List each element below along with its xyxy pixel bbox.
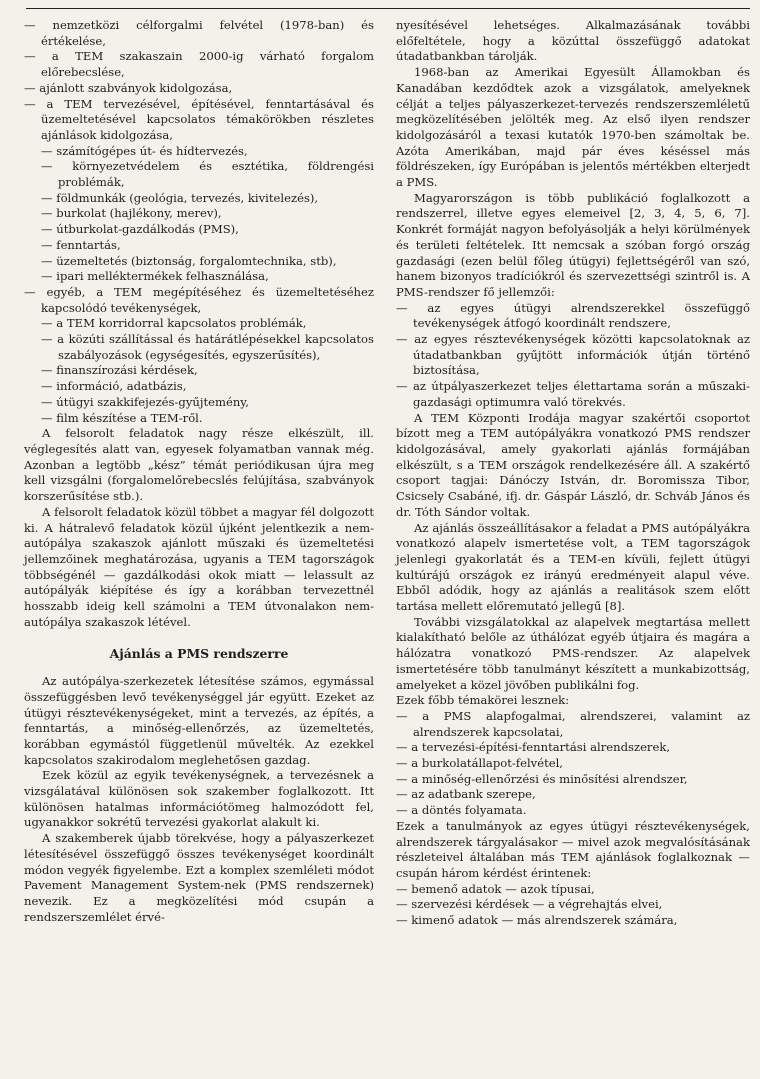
pms-features-list <box>396 301 750 411</box>
paragraph: nyesítésével lehetséges. Alkalmazásának további előfeltétele, hogy a közúttal összefüggő adatokat útadatbankban tárolják. <box>396 18 750 64</box>
list-item: — a PMS alapfogalmai, alrendszerei, valamint az alrendszerek kapcsolatai, <box>396 708 750 739</box>
paragraph: A TEM Központi Irodája magyar szakértői csoportot bízott meg a TEM autópályákra vonatkozó PMS rendszer kidolgozásával, amely gyakorlati ajánlás formájában elkészült, s a TEM országok rendelkezésére áll. A szakértő csoport tagjai: Dánóczy István, dr. Boromissza Tibor, Csicsely Csabáné, ifj. dr. Gáspár László, dr. Schváb János és dr. Tóth Sándor voltak. <box>396 410 750 519</box>
list-item: — az adatbank szerepe, <box>396 787 536 802</box>
list-item: — kimenő adatok — más alrendszerek számára, <box>396 913 678 928</box>
list-item: — üzemeltetés (biztonság, forgalomtechnika, stb), <box>41 253 337 268</box>
section-heading: Ajánlás a PMS rendszerre <box>109 646 289 662</box>
list-item: — földmunkák (geológia, tervezés, kivitelezés), <box>41 190 319 205</box>
list-item: — a TEM tervezésével, építésével, fenntartásával és üzemeltetésével kapcsolatos témakörökben részletes ajánlások kidolgozása, <box>24 96 374 142</box>
list-item: — útburkolat-gazdálkodás (PMS), <box>41 222 239 237</box>
list-item: — környezetvédelem és esztétika, földrengési problémák, <box>41 159 374 190</box>
list-item: — a TEM korridorral kapcsolatos problémák, <box>41 316 307 331</box>
paragraph: 1968-ban az Amerikai Egyesült Államokban és Kanadában kezdődtek azok a vizsgálatok, amelyeknek célját a teljes pályaszerkezet-tervezés rendszerszemléletű megközelítésében jelölték meg. Az első ilyen rendszer kidolgozásáról a texasi kutatók 1970-ben számoltak be. Azóta Amerikában, majd pár éves késéssel más földrészeken, így Európában is jelentős mértékben elterjedt a PMS. <box>396 65 750 190</box>
paragraph: További vizsgálatokkal az alapelvek megtartása mellett kialakítható belőle az úthálózat egyéb útjaira és magára a hálózatra vonatkozó PMS-rendszer. Az alapelvek ismertetésére több tanulmányt készített a munkabizottság, amelyeket a közel jövőben publikálni fog. <box>396 614 750 692</box>
list-item: — ajánlott szabványok kidolgozása, <box>24 80 233 95</box>
list-item: — a döntés folyamata. <box>396 803 527 818</box>
paragraph: Ezek a tanulmányok az egyes útügyi résztevékenységek, alrendszerek tárgyalásakor — mivel azok megvalósításának részleteivel általában más TEM ajánlások foglalkoznak — csupán három kérdést érintenek: <box>396 818 750 880</box>
list-item: — nemzetközi célforgalmi felvétel (1978-ban) és értékelése, <box>24 18 374 48</box>
right-column <box>396 18 750 929</box>
list-item: — burkolat (hajlékony, merev), <box>41 206 222 221</box>
list-item: — bemenő adatok — azok típusai, <box>396 881 595 896</box>
list-item: — a burkolatállapot-felvétel, <box>396 756 563 771</box>
paragraph: Ezek közül az egyik tevékenységnek, a tervezésnek a vizsgálatával különösen sok szakember foglalkozott. Itt különösen hatalmas információtömeg halmozódott fel, ugyanakkor sokrétű tervezési gyakorlat alakult ki. <box>24 768 374 830</box>
list-item: — ipari melléktermékek felhasználása, <box>41 269 269 284</box>
list-item: — a közúti szállítással és határátlépésekkel kapcsolatos szabályozások (egységesítés, egyszerűsítés), <box>41 332 374 362</box>
list-item: — film készítése a TEM-ről. <box>41 410 203 425</box>
paragraph: Ezek főbb témakörei lesznek: <box>396 693 570 708</box>
list-item: — információ, adatbázis, <box>41 379 187 394</box>
top-rule <box>26 8 750 9</box>
paragraph: Az ajánlás összeállításakor a feladat a PMS autópályákra vonatkozó alapelv ismertetése volt, a TEM tagországok jelenlegi gyakorlatát és a TEM-en kívüli, fejlett útügyi kultúrájú országok ez irányú eredményeit alapul véve. Ebből adódik, hogy az ajánlás a realitások szem előtt tartása mellett előremutató jellegű [8]. <box>396 520 750 614</box>
list-item: — a minőség-ellenőrzési és minősítési alrendszer, <box>396 771 688 786</box>
list-item: — a tervezési-építési-fenntartási alrendszerek, <box>396 740 671 755</box>
list-item: — egyéb, a TEM megépítéséhez és üzemeltetéséhez kapcsolódó tevékenységek, <box>24 284 374 315</box>
task-list <box>24 18 374 426</box>
list-item: — a TEM szakaszain 2000-ig várható forgalom előrebecslése, <box>24 49 374 80</box>
list-item: — az útpályaszerkezet teljes élettartama során a műszaki-gazdasági optimumra való törekvés. <box>396 379 750 409</box>
list-item: — útügyi szakkifejezés-gyűjtemény, <box>41 394 249 409</box>
left-column <box>24 18 374 925</box>
list-item: — számítógépes út- és hídtervezés, <box>41 143 248 158</box>
list-item: — az egyes útügyi alrendszerekkel összefüggő tevékenységek átfogó koordinált rendszere, <box>396 300 750 331</box>
list-item: — fenntartás, <box>41 237 121 252</box>
questions-list <box>396 882 750 929</box>
paragraph: Az autópálya-szerkezetek létesítése számos, egymással összefüggésben levő tevékenységgel jár együtt. Ezeket az útügyi résztevékenységeket, mint a tervezés, az építés, a fenntartás, a minőség-ellenőrzés, az üzemeltetés, korábban egymástól függetlenül művelték. Az ezekkel kapcsolatos szakirodalom meglehetősen gazdag. <box>24 674 374 767</box>
paragraph: A szakemberek újabb törekvése, hogy a pályaszerkezet létesítésével összefüggő összes tevékenységet koordinált módon vegyék figyelembe. Ezt a komplex szemléleti módot Pavement Management System-nek (PMS rendszernek) nevezik. Ez a megközelítési mód csupán a rendszerszemlélet érvé- <box>24 831 374 924</box>
paragraph: A felsorolt feladatok nagy része elkészült, ill. véglegesítés alatt van, egyesek folyamatban vannak még. Azonban a legtöbb „kész” témát periódikusan újra meg kell vizsgálni (forgalomelőrebecslés felújítása, szabványok korszerűsítése stb.). <box>24 426 374 504</box>
study-topics-list <box>396 709 750 819</box>
paragraph: A felsorolt feladatok közül többet a magyar fél dolgozott ki. A hátralevő feladatok közül újként jelentkezik a nem-autópálya szakaszok ajánlott műszaki és üzemeltetési jellemzőinek meghatározása, ugyanis a TEM tagországok többségénél — gazdálkodási okok miatt — lelassult az autópályák kiépítése és így a korábban tervezettnél hosszabb ideig kell számolni a TEM útvonalakon nem-autópálya szakaszok létével. <box>24 504 374 629</box>
list-item: — finanszírozási kérdések, <box>41 363 198 378</box>
list-item: — szervezési kérdések — a végrehajtás elvei, <box>396 897 663 912</box>
paragraph: Magyarországon is több publikáció foglalkozott a rendszerrel, illetve egyes elemeivel [2, 3, 4, 5, 6, 7]. Konkrét formáját nagyon befolyásolják a helyi körülmények és területi feltételek. Itt nemcsak a szóban forgó ország gazdasági (ezen belül főleg útügyi) fejlettségéről van szó, hanem bizonyos tradíciókról és szervezettségi szintről is. A PMS-rendszer fő jellemzői: <box>396 190 750 299</box>
list-item: — az egyes résztevékenységek közötti kapcsolatoknak az útadatbankban gyűjtött információk útján történő biztosítása, <box>396 332 750 378</box>
